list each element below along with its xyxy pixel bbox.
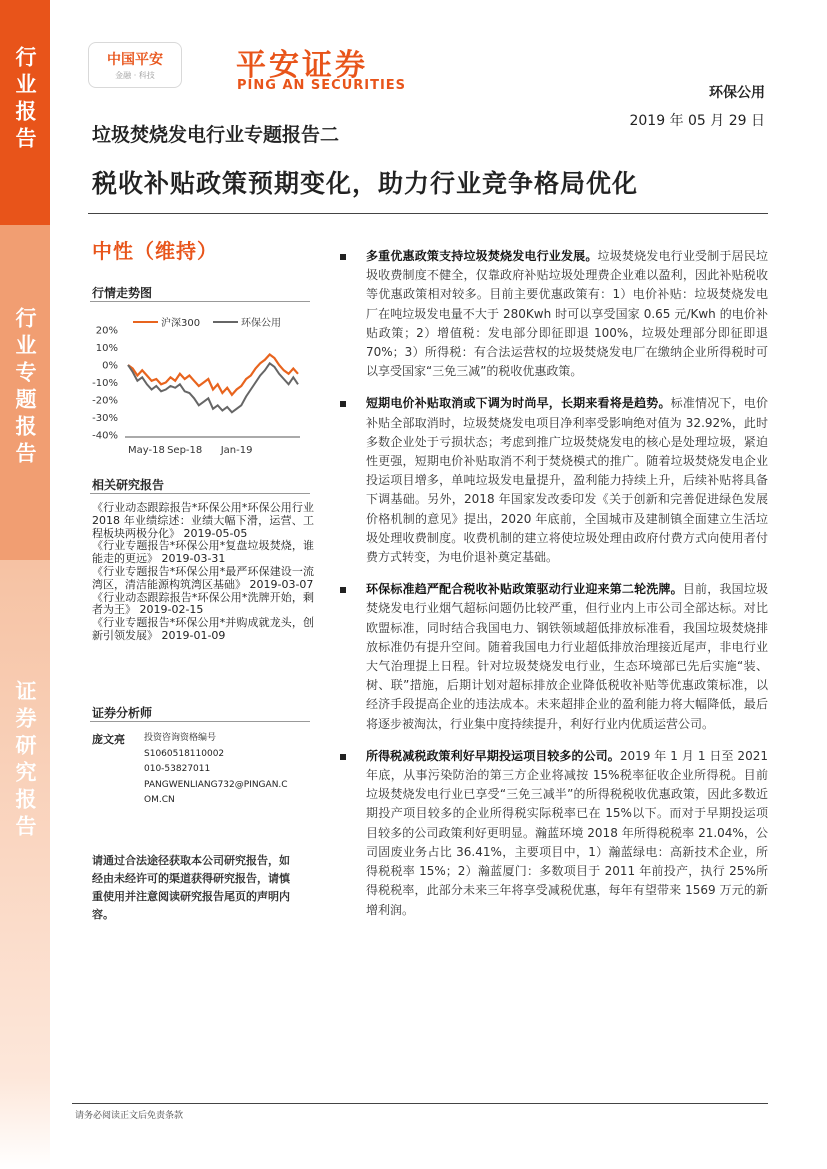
- summary-paragraph: [340, 747, 768, 920]
- sidebar-label-research: 证券研究报告: [13, 680, 37, 842]
- y-axis-ticks: [92, 326, 118, 442]
- report-subtitle: 垃圾焚烧发电行业专题报告二: [92, 124, 340, 146]
- legend-label-env: 环保公用: [241, 318, 281, 329]
- sidebar-block-report-subtype: [0, 225, 50, 560]
- x-tick-label: Jan-19: [220, 445, 253, 456]
- related-reports-title: 相关研究报告: [92, 478, 165, 492]
- bullet-icon: [340, 587, 346, 593]
- related-report-item: 《行业专题报告*环保公用*并购成就龙头，创新引领发展》 2019-01-09: [92, 616, 314, 642]
- sidebar-block-report-type: [0, 0, 50, 225]
- analyst-email: PANGWENLIANG732@PINGAN.COM.CN: [144, 779, 288, 805]
- analyst-license-label: 投资咨询资格编号: [144, 733, 217, 743]
- paragraph-text: 2019 年 1 月 1 日至 2021 年底，从事污染防治的第三方企业将减按 15%税率征收企业所得税。目前垃圾焚烧发电行业已享受“三免三减半”的所得税税收优惠政策，因此多数近期投产项目较多的企业所得税实际税率已在 15%以下。而对于早期投运项目较多的公司政策利好更明显。瀚蓝环境 2018 年所得税税率 21.04%，公司固废业务占比 36.41%，主要项目中，1）瀚蓝绿电：高新技术企业，所得税税率 15%；2）瀚蓝厦门：多数项目于 2011 年前投产，执行 25%所得税税率，此部分未来三年将享受减税优惠，每年有望带来 1569 万元的新增利润。: [366, 748, 768, 917]
- y-tick-label: -40%: [92, 430, 118, 442]
- x-tick-label: May-18: [128, 445, 165, 456]
- related-report-item: 《行业动态跟踪报告*环保公用*环保公用行业 2018 年业绩综述：业绩大幅下滑，运营、工程板块两极分化》 2019-05-05: [92, 501, 314, 540]
- footer-divider: [72, 1103, 768, 1104]
- analyst-info: [144, 731, 294, 809]
- bullet-icon: [340, 401, 346, 407]
- logo-subtext: 金融 · 科技: [115, 71, 155, 80]
- summary-paragraph: [340, 580, 768, 734]
- summary-paragraph: [340, 394, 768, 567]
- bullet-icon: [340, 754, 346, 760]
- paragraph-lead: 短期电价补贴取消或下调为时尚早，长期来看将是趋势。: [366, 396, 671, 411]
- y-tick-label: 0%: [102, 360, 118, 372]
- sidebar-label-report-type: 行业报告: [13, 46, 37, 154]
- rating: 中性（维持）: [92, 239, 218, 263]
- paragraph-text: 垃圾焚烧发电行业受制于居民垃圾收费制度不健全，仅靠政府补贴垃圾处理费企业难以盈利，因此补贴税收等优惠政策相对较多。目前主要优惠政策有：1）电价补贴：垃圾焚烧发电厂在吨垃圾发电量不大于 280Kwh 时可以享受国家 0.65 元/Kwh 的电价补贴政策；2）增值税：发电部分即征即退 100%，垃圾处理部分即征即退 70%；3）所得税：有合法运营权的垃圾焚烧发电厂在缴纳企业所得税时可以享受国家“三免三减”的税收优惠政策。: [366, 249, 768, 379]
- sidebar: [0, 0, 50, 1169]
- report-date: 2019 年 05 月 29 日: [629, 113, 765, 129]
- y-tick-label: 10%: [95, 343, 118, 354]
- analyst-section-title: 证券分析师: [92, 706, 153, 720]
- paragraph-text: 标准情况下，电价补贴全部取消时，垃圾焚烧发电项目净利率受影响绝对值为 32.92%，此时多数企业处于亏损状态；考虑到推广垃圾焚烧发电的核心是处理垃圾，紧迫性更强，短期电价补贴取消不利于焚烧模式的推广。随着垃圾焚烧发电企业投运项目增多，单吨垃圾发电量提升，盈利能力持续上升，后续补贴将具备下调基础。另外，2018 年国家发改委印发《关于创新和完善促进绿色发展价格机制的意见》提出，2020 年底前，全国城市及建制镇全面建立生活垃圾处理收费制度。收费机制的建立将使垃圾处理由政府付费方式向使用者付费方式转变，为电价退补奠定基础。: [366, 396, 768, 565]
- report-title: 税收补贴政策预期变化，助力行业竞争格局优化: [92, 169, 639, 198]
- y-tick-label: 20%: [95, 325, 118, 337]
- related-report-item: 《行业专题报告*环保公用*复盘垃圾焚烧，谁能走的更远》 2019-03-31: [92, 539, 314, 566]
- ping-an-logo: [88, 42, 182, 88]
- related-report-item: 《行业专题报告*环保公用*最严环保建设一流湾区，清洁能源构筑湾区基础》 2019-03-07: [92, 564, 314, 591]
- y-tick-label: -30%: [92, 413, 118, 424]
- paragraph-lead: 多重优惠政策支持垃圾焚烧发电行业发展。: [366, 249, 598, 263]
- paragraph-text: 目前，我国垃圾焚烧发电行业烟气超标问题仍比较严重，但行业内上市公司全部达标。对比欧盟标准，同时结合我国电力、钢铁领域超低排放标准看，我国垃圾焚烧排放标准仍有提升空间。随着我国电力行业超低排放治理接近尾声，非电行业大气治理提上日程。针对垃圾焚烧发电行业，生态环境部已先后实施“装、树、联”措施，后期计划对超标排放企业降低税收补贴等优惠政策标准，以经济手段提高企业的违法成本。未来超排企业的盈利能力将大幅降低，最后将逐步被淘汰，行业集中度持续提升，利好行业内优质运营公司。: [366, 582, 768, 731]
- industry-label: 环保公用: [709, 85, 765, 101]
- related-reports-list: [92, 502, 314, 643]
- y-tick-label: -20%: [92, 395, 118, 407]
- analyst-phone: 010-53827011: [144, 764, 211, 774]
- paragraph-lead: 所得税减税政策利好早期投运项目较多的公司。: [366, 748, 620, 763]
- legend-label-hs300: 沪深300: [161, 318, 201, 329]
- sidebar-block-research: [0, 560, 50, 1169]
- chart-title: 行情走势图: [92, 286, 153, 300]
- header-divider: [88, 213, 768, 214]
- chart-title-divider: [90, 301, 310, 302]
- x-tick-label: Sep-18: [167, 445, 203, 456]
- brand-name-en: PING AN SECURITIES: [237, 78, 407, 93]
- related-report-item: 《行业动态跟踪报告*环保公用*洗牌开始，剩者为王》 2019-02-15: [92, 590, 314, 617]
- analyst-name: 庞文亮: [92, 733, 125, 746]
- price-trend-chart: [88, 310, 314, 460]
- x-axis-ticks: [128, 445, 252, 456]
- footer-note: 请务必阅读正文后免责条款: [75, 1111, 184, 1121]
- paragraph-lead: 环保标准趋严配合税收补贴政策驱动行业迎来第二轮洗牌。: [366, 582, 683, 597]
- sidebar-label-report-subtype: 行业专题报告: [13, 307, 37, 469]
- logo-text: 中国平安: [107, 52, 163, 68]
- y-tick-label: -10%: [92, 378, 118, 389]
- bullet-icon: [340, 254, 346, 260]
- summary-paragraph: [340, 247, 768, 381]
- brand-name-cn: 平安证券: [236, 48, 368, 83]
- analyst-license-number: S1060518110002: [144, 748, 225, 759]
- analyst-divider: [90, 721, 310, 722]
- related-reports-divider: [90, 493, 310, 494]
- disclaimer: 请通过合法途径获取本公司研究报告，如经由未经许可的渠道获得研究报告，请慎重使用并注意阅读研究报告尾页的声明内容。: [92, 854, 290, 921]
- main-content: [340, 247, 768, 933]
